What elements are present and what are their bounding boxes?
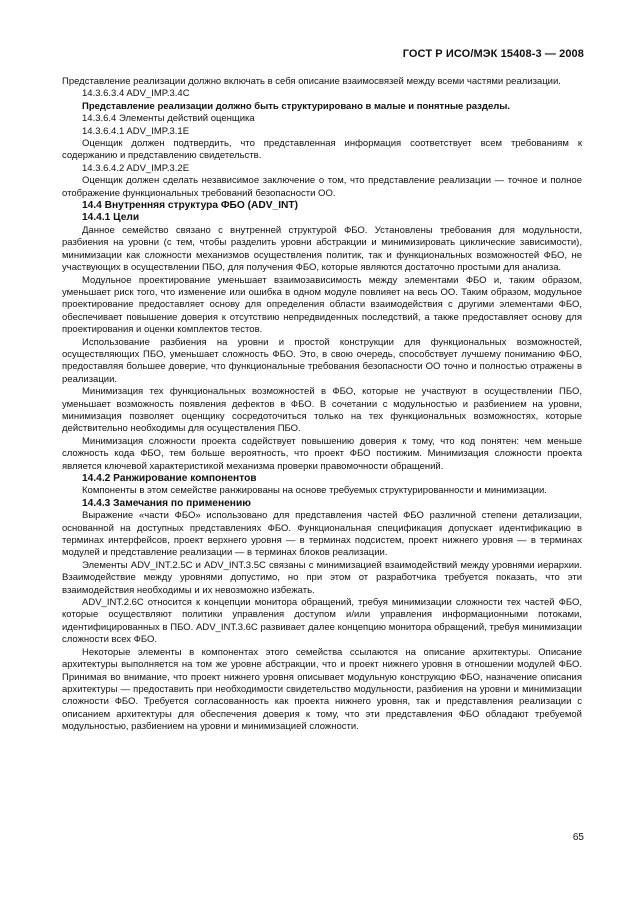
document-header: ГОСТ Р ИСО/МЭК 15408-3 — 2008 [402, 48, 584, 60]
paragraph-family-scope: Данное семейство связано с внутренней структурой ФБО. Установлены требования для модульности, разбиения на уровни (с тем, чтобы разделить уровни абстракции и минимизировать циклические зависимости), минимизации как сложности механизмов осуществления политик, так и функциональных возможностей ФБО, не участвующих в осуществлении ПБО, для получения ФБО, которые являются достаточно простыми для анализа. [62, 224, 582, 274]
subsection-heading-goals: 14.4.1 Цели [82, 212, 140, 224]
paragraph-reference-monitor: ADV_INT.2.6C относится к концепции монитора обращений, требуя минимизации сложности тех частей ФБО, которые осуществляют политики управления доступом и/или управления информационными потоками, идентифицированных в ПБО. ADV_INT.3.6C развивает далее концепцию монитора обращений, требуя минимизации сложности всех ФБО. [62, 597, 582, 646]
paragraph-layering: Использование разбиения на уровни и простой конструкции для функциональных возможностей, осуществляющих ПБО, уменьшает сложность ФБО. Это, в свою очередь, способствует лучшему пониманию ФБО, предоставляя большее доверие, что функциональные требования безопасности ОО точно и полностью отражены в реализации. [62, 336, 582, 385]
paragraph-complexity: Минимизация сложности проекта содействует повышению доверия к тому, что код понятен: чем меньше сложность кода ФБО, тем больше вероятность, что проект ФБО постижим. Минимизация сложности проекта является ключевой характеристикой механизма проверки правомочности обращений. [62, 435, 582, 472]
requirement-structured-sections: Представление реализации должно быть структурировано в малые и понятные разделы. [82, 100, 511, 112]
page-number: 65 [572, 832, 584, 843]
subsection-heading-application-notes: 14.4.3 Замечания по применению [82, 497, 251, 509]
paragraph-architecture-description: Некоторые элементы в компонентах этого семейства ссылаются на описание архитектуры. Описание архитектуры выполняется на том же уровне абстракции, что и проект нижнего уровня в отношении модулей ФБО. Принимая во внимание, что проект нижнего уровня описывает модульную конструкцию ФБО, назначение описания архитектуры — предоставить при необходимости свидетельство модульности, разбиения на уровни и минимизации сложности ФБО. Требуется согласованность как проекта нижнего уровня, так и представления реализации с описанием архитектуры для обеспечения доверия к тому, что эти представления ФБО обладают требуемой модульностью, разбиением на уровни и минимизацией сложности. [62, 646, 582, 733]
paragraph-minimization: Минимизация тех функциональных возможностей в ФБО, которые не участвуют в осуществлении ПБО, уменьшает возможность появления дефектов в ФБО. В сочетании с модульностью и разбиением на уровни, минимизация позволяет оценщику сосредоточиться только на тех функциональных возможностях, которые действительно необходимы для осуществления ПБО. [62, 386, 582, 435]
document-body [62, 76, 582, 734]
clause-adv-imp-3-4c: 14.3.6.3.4 ADV_IMP.3.4C [82, 88, 190, 100]
section-heading-adv-int: 14.4 Внутренняя структура ФБО (ADV_INT) [82, 200, 299, 212]
paragraph-modular-design: Модульное проектирование уменьшает взаимозависимость между элементами ФБО и, таким образом, уменьшает риск того, что изменение или ошибка в одном модуле повлияет на весь ОО. Таким образом, модульное проектирование предоставляет основу для определения области взаимодействия с другими элементами ФБО, обеспечивает повышение доверия к отсутствию непредвиденных последствий, а также предоставляет основу для проектирования и оценки комплектов тестов. [62, 274, 582, 336]
paragraph-evaluator-independent: Оценщик должен сделать независимое заключение о том, что представление реализации — точное и полное отображение функциональных требований безопасности ОО. [62, 175, 582, 199]
paragraph-impl-relations: Представление реализации должно включать в себя описание взаимосвязей между всеми частями реализации. [62, 76, 561, 87]
subsection-heading-ranking: 14.4.2 Ранжирование компонентов [82, 473, 257, 484]
paragraph-layer-interactions: Элементы ADV_INT.2.5C и ADV_INT.3.5C связаны с минимизацией взаимодействий между уровнями иерархии. Взаимодействие между уровнями допустимо, но при этом от разработчика требуется показать, что эти взаимодействия необходимы и их невозможно избежать. [62, 559, 582, 596]
clause-adv-imp-3-1e: 14.3.6.4.1 ADV_IMP.3.1E [82, 125, 190, 137]
clause-adv-imp-3-2e: 14.3.6.4.2 ADV_IMP.3.2E [82, 162, 190, 174]
clause-evaluator-actions: 14.3.6.4 Элементы действий оценщика [82, 113, 255, 125]
paragraph-evaluator-confirm: Оценщик должен подтвердить, что представленная информация соответствует всем требованиям к содержанию и представлению свидетельств. [62, 138, 582, 162]
paragraph-ranking: Компоненты в этом семействе ранжированы на основе требуемых структурированности и минимизации. [82, 485, 547, 497]
paragraph-tsf-parts: Выражение «части ФБО» использовано для представления частей ФБО различной степени детализации, основанной на доступных представлениях ФБО. Функциональная спецификация допускает идентификацию в терминах интерфейсов, проект верхнего уровня — в терминах подсистем, проект нижнего уровня — в терминах модулей и представление реализации — в терминах блоков реализации. [62, 510, 582, 559]
